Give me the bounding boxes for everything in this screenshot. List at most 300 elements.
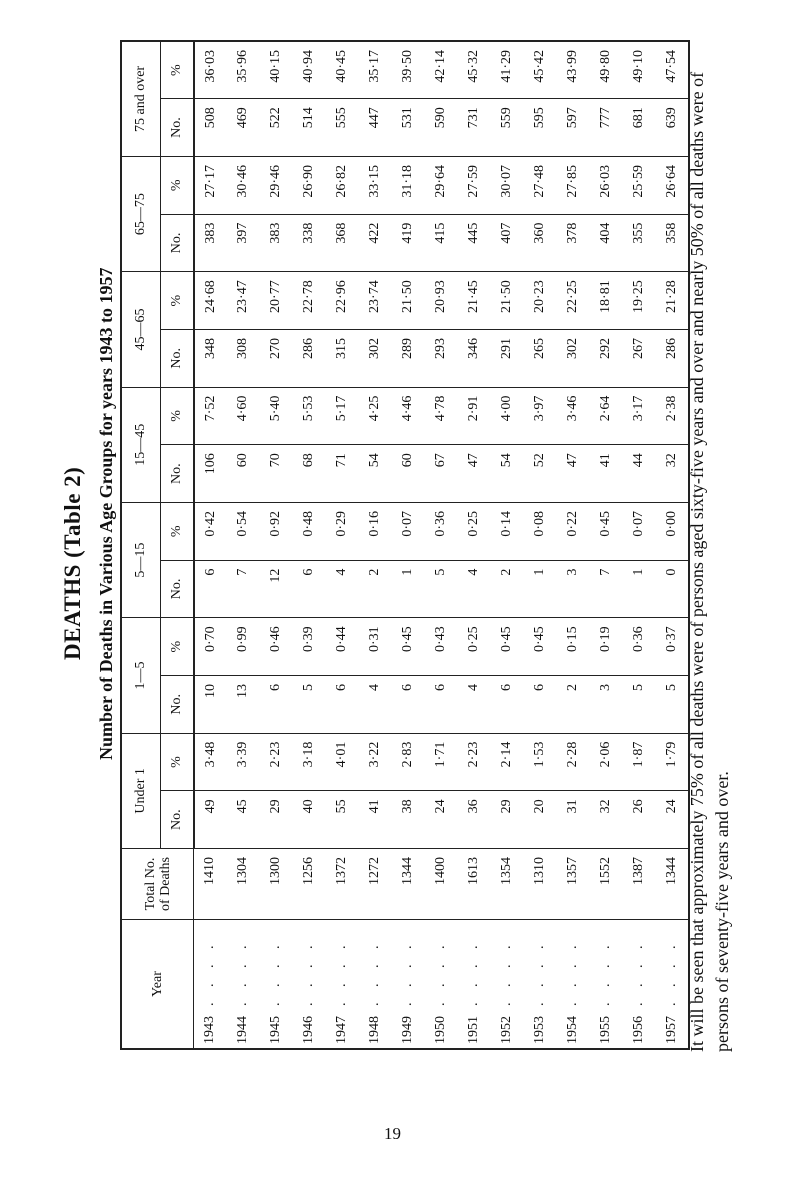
percent-cell: 2·23 — [458, 733, 491, 791]
year-cell — [623, 920, 656, 1050]
count-cell: 29 — [491, 791, 524, 849]
count-cell: 6 — [524, 675, 557, 733]
count-cell: 1 — [392, 560, 425, 618]
count-cell: 267 — [623, 329, 656, 387]
table-row — [293, 41, 326, 1049]
count-cell: 70 — [260, 445, 293, 503]
count-cell: 639 — [656, 99, 689, 157]
count-cell: 4 — [458, 560, 491, 618]
percent-cell: 26·64 — [656, 156, 689, 214]
page-subtitle: Number of Deaths in Various Age Groups for years 1943 to 1957 — [96, 267, 116, 760]
percent-cell: 19·25 — [623, 272, 656, 330]
percent-cell: 2·91 — [458, 387, 491, 445]
percent-cell: 40·94 — [293, 41, 326, 99]
year-cell — [557, 920, 590, 1050]
total-cell: 1372 — [326, 849, 359, 920]
percent-cell: 1·53 — [524, 733, 557, 791]
count-cell: 47 — [557, 445, 590, 503]
count-cell: 265 — [524, 329, 557, 387]
percent-cell: 21·28 — [656, 272, 689, 330]
count-cell: 60 — [392, 445, 425, 503]
leader-dots: . . . . — [367, 939, 382, 1006]
count-cell: 731 — [458, 99, 491, 157]
count-cell: 292 — [590, 329, 623, 387]
percent-cell: 21·45 — [458, 272, 491, 330]
pct-subheader: % — [161, 733, 194, 791]
leader-dots: . . . . — [663, 939, 679, 1006]
age-group-header: 5—15 — [121, 502, 161, 617]
year-value: 1951 — [466, 1016, 481, 1044]
count-cell: 445 — [458, 214, 491, 272]
percent-cell: 26·82 — [326, 156, 359, 214]
percent-cell: 4·46 — [392, 387, 425, 445]
percent-cell: 0·25 — [458, 502, 491, 560]
leader-dots: . . . . — [235, 939, 250, 1006]
percent-cell: 0·19 — [590, 618, 623, 676]
age-group-header: 75 and over — [121, 41, 161, 156]
total-cell: 1354 — [491, 849, 524, 920]
percent-cell: 0·42 — [194, 502, 227, 560]
percent-cell: 29·46 — [260, 156, 293, 214]
count-cell: 49 — [194, 791, 227, 849]
count-cell: 6 — [491, 675, 524, 733]
percent-cell: 0·07 — [392, 502, 425, 560]
percent-cell: 4·78 — [425, 387, 458, 445]
count-cell: 447 — [359, 99, 392, 157]
count-cell: 29 — [260, 791, 293, 849]
table-row — [590, 41, 623, 1049]
percent-cell: 20·23 — [524, 272, 557, 330]
no-subheader: No. — [161, 675, 194, 733]
percent-cell: 4·00 — [491, 387, 524, 445]
year-value: 1956 — [631, 1016, 646, 1044]
count-cell: 777 — [590, 99, 623, 157]
count-cell: 270 — [260, 329, 293, 387]
percent-cell: 35·96 — [227, 41, 260, 99]
count-cell: 26 — [623, 791, 656, 849]
year-cell — [590, 920, 623, 1050]
age-group-header: 65—75 — [121, 156, 161, 271]
leader-dots: . . . . — [499, 939, 514, 1006]
count-cell: 531 — [392, 99, 425, 157]
total-cell: 1304 — [227, 849, 260, 920]
leader-dots: . . . . — [565, 939, 580, 1006]
percent-cell: 0·37 — [656, 618, 689, 676]
count-cell: 555 — [326, 99, 359, 157]
count-cell: 6 — [194, 560, 227, 618]
percent-cell: 0·43 — [425, 618, 458, 676]
count-cell: 559 — [491, 99, 524, 157]
percent-cell: 3·46 — [557, 387, 590, 445]
count-cell: 60 — [227, 445, 260, 503]
percent-cell: 33·15 — [359, 156, 392, 214]
count-cell: 383 — [194, 214, 227, 272]
count-cell: 6 — [326, 675, 359, 733]
count-cell: 47 — [458, 445, 491, 503]
count-cell: 2 — [359, 560, 392, 618]
leader-dots: . . . . — [532, 939, 547, 1006]
total-cell: 1387 — [623, 849, 656, 920]
percent-cell: 4·01 — [326, 733, 359, 791]
total-cell: 1272 — [359, 849, 392, 920]
count-cell: 358 — [656, 214, 689, 272]
percent-cell: 2·28 — [557, 733, 590, 791]
count-cell: 68 — [293, 445, 326, 503]
percent-cell: 0·29 — [326, 502, 359, 560]
year-value: 1943 — [202, 1016, 218, 1044]
percent-cell: 2·14 — [491, 733, 524, 791]
year-cell — [359, 920, 392, 1050]
leader-dots: . . . . — [466, 939, 481, 1006]
year-cell — [293, 920, 326, 1050]
percent-cell: 0·45 — [491, 618, 524, 676]
percent-cell: 27·48 — [524, 156, 557, 214]
count-cell: 522 — [260, 99, 293, 157]
table-row — [491, 41, 524, 1049]
percent-cell: 0·15 — [557, 618, 590, 676]
count-cell: 383 — [260, 214, 293, 272]
year-value: 1946 — [301, 1016, 316, 1044]
table-row — [557, 41, 590, 1049]
percent-cell: 1·79 — [656, 733, 689, 791]
percent-cell: 35·17 — [359, 41, 392, 99]
pct-subheader: % — [161, 502, 194, 560]
year-value: 1947 — [334, 1016, 349, 1044]
percent-cell: 0·07 — [623, 502, 656, 560]
count-cell: 590 — [425, 99, 458, 157]
year-value: 1952 — [499, 1016, 514, 1044]
percent-cell: 0·22 — [557, 502, 590, 560]
count-cell: 348 — [194, 329, 227, 387]
count-cell: 595 — [524, 99, 557, 157]
total-cell: 1400 — [425, 849, 458, 920]
percent-cell: 3·39 — [227, 733, 260, 791]
year-cell — [491, 920, 524, 1050]
count-cell: 54 — [359, 445, 392, 503]
total-cell: 1344 — [392, 849, 425, 920]
percent-cell: 18·81 — [590, 272, 623, 330]
percent-cell: 30·46 — [227, 156, 260, 214]
percent-cell: 22·25 — [557, 272, 590, 330]
percent-cell: 0·70 — [194, 618, 227, 676]
count-cell: 597 — [557, 99, 590, 157]
age-group-header: 15—45 — [121, 387, 161, 502]
percent-cell: 0·14 — [491, 502, 524, 560]
count-cell: 0 — [656, 560, 689, 618]
leader-dots: . . . . — [268, 939, 283, 1006]
percent-cell: 45·42 — [524, 41, 557, 99]
count-cell: 32 — [656, 445, 689, 503]
leader-dots: . . . . — [433, 939, 448, 1006]
no-subheader: No. — [161, 445, 194, 503]
leader-dots: . . . . — [334, 939, 349, 1006]
count-cell: 7 — [227, 560, 260, 618]
count-cell: 286 — [293, 329, 326, 387]
count-cell: 20 — [524, 791, 557, 849]
total-cell: 1344 — [656, 849, 689, 920]
percent-cell: 27·17 — [194, 156, 227, 214]
table-row — [656, 41, 689, 1049]
count-cell: 40 — [293, 791, 326, 849]
count-cell: 13 — [227, 675, 260, 733]
percent-cell: 0·54 — [227, 502, 260, 560]
percent-cell: 26·90 — [293, 156, 326, 214]
table-row — [260, 41, 293, 1049]
percent-cell: 40·15 — [260, 41, 293, 99]
percent-cell: 20·93 — [425, 272, 458, 330]
year-header: Year — [121, 920, 194, 1050]
percent-cell: 0·36 — [425, 502, 458, 560]
percent-cell: 2·06 — [590, 733, 623, 791]
leader-dots: . . . . — [301, 939, 316, 1006]
count-cell: 36 — [458, 791, 491, 849]
count-cell: 338 — [293, 214, 326, 272]
count-cell: 4 — [458, 675, 491, 733]
percent-cell: 1·87 — [623, 733, 656, 791]
year-value: 1954 — [565, 1016, 580, 1044]
footnote-line-1: It will be seen that approximately 75% of all deaths were of persons aged sixty-five years and over and nearly 50% of all deaths were of — [687, 71, 707, 1052]
percent-cell: 2·83 — [392, 733, 425, 791]
percent-cell: 24·68 — [194, 272, 227, 330]
percent-cell: 27·59 — [458, 156, 491, 214]
percent-cell: 0·46 — [260, 618, 293, 676]
count-cell: 355 — [623, 214, 656, 272]
percent-cell: 45·32 — [458, 41, 491, 99]
year-value: 1948 — [367, 1016, 382, 1044]
count-cell: 302 — [359, 329, 392, 387]
percent-cell: 3·97 — [524, 387, 557, 445]
count-cell: 378 — [557, 214, 590, 272]
percent-cell: 0·92 — [260, 502, 293, 560]
percent-cell: 5·17 — [326, 387, 359, 445]
percent-cell: 27·85 — [557, 156, 590, 214]
table-header-group-row — [121, 41, 161, 1049]
count-cell: 397 — [227, 214, 260, 272]
count-cell: 5 — [656, 675, 689, 733]
count-cell: 289 — [392, 329, 425, 387]
percent-cell: 0·25 — [458, 618, 491, 676]
total-cell: 1613 — [458, 849, 491, 920]
leader-dots: . . . . — [598, 939, 613, 1006]
count-cell: 4 — [359, 675, 392, 733]
page-title: DEATHS (Table 2) — [60, 466, 85, 660]
percent-cell: 0·48 — [293, 502, 326, 560]
percent-cell: 23·74 — [359, 272, 392, 330]
pct-subheader: % — [161, 272, 194, 330]
total-cell: 1310 — [524, 849, 557, 920]
count-cell: 55 — [326, 791, 359, 849]
percent-cell: 2·38 — [656, 387, 689, 445]
count-cell: 681 — [623, 99, 656, 157]
total-cell: 1256 — [293, 849, 326, 920]
table-row — [458, 41, 491, 1049]
leader-dots: . . . . — [631, 939, 646, 1006]
count-cell: 1 — [623, 560, 656, 618]
percent-cell: 0·36 — [623, 618, 656, 676]
percent-cell: 47·54 — [656, 41, 689, 99]
count-cell: 24 — [656, 791, 689, 849]
year-value: 1953 — [532, 1016, 547, 1044]
percent-cell: 21·50 — [491, 272, 524, 330]
pct-subheader: % — [161, 41, 194, 99]
count-cell: 404 — [590, 214, 623, 272]
percent-cell: 29·64 — [425, 156, 458, 214]
total-cell: 1300 — [260, 849, 293, 920]
count-cell: 41 — [359, 791, 392, 849]
year-cell — [458, 920, 491, 1050]
percent-cell: 2·23 — [260, 733, 293, 791]
no-subheader: No. — [161, 99, 194, 157]
count-cell: 32 — [590, 791, 623, 849]
percent-cell: 25·59 — [623, 156, 656, 214]
table-body — [194, 41, 689, 1049]
count-cell: 71 — [326, 445, 359, 503]
count-cell: 308 — [227, 329, 260, 387]
percent-cell: 26·03 — [590, 156, 623, 214]
percent-cell: 5·53 — [293, 387, 326, 445]
no-subheader: No. — [161, 791, 194, 849]
count-cell: 38 — [392, 791, 425, 849]
count-cell: 4 — [326, 560, 359, 618]
count-cell: 5 — [425, 560, 458, 618]
percent-cell: 36·03 — [194, 41, 227, 99]
percent-cell: 22·96 — [326, 272, 359, 330]
age-group-header: 1—5 — [121, 618, 161, 733]
count-cell: 54 — [491, 445, 524, 503]
count-cell: 12 — [260, 560, 293, 618]
percent-cell: 49·80 — [590, 41, 623, 99]
percent-cell: 3·22 — [359, 733, 392, 791]
deaths-table — [120, 40, 690, 1050]
percent-cell: 0·08 — [524, 502, 557, 560]
pct-subheader: % — [161, 156, 194, 214]
percent-cell: 5·40 — [260, 387, 293, 445]
count-cell: 415 — [425, 214, 458, 272]
percent-cell: 0·39 — [293, 618, 326, 676]
count-cell: 24 — [425, 791, 458, 849]
count-cell: 67 — [425, 445, 458, 503]
percent-cell: 0·44 — [326, 618, 359, 676]
year-cell — [656, 920, 689, 1050]
percent-cell: 0·45 — [392, 618, 425, 676]
table-row — [524, 41, 557, 1049]
percent-cell: 0·31 — [359, 618, 392, 676]
count-cell: 407 — [491, 214, 524, 272]
percent-cell: 0·99 — [227, 618, 260, 676]
count-cell: 2 — [491, 560, 524, 618]
pct-subheader: % — [161, 387, 194, 445]
total-cell: 1357 — [557, 849, 590, 920]
count-cell: 360 — [524, 214, 557, 272]
percent-cell: 0·45 — [524, 618, 557, 676]
percent-cell: 30·07 — [491, 156, 524, 214]
table-row — [194, 41, 227, 1049]
count-cell: 302 — [557, 329, 590, 387]
count-cell: 31 — [557, 791, 590, 849]
page-number: 19 — [384, 1124, 401, 1143]
no-subheader: No. — [161, 329, 194, 387]
age-group-header: 45—65 — [121, 272, 161, 387]
percent-cell: 3·17 — [623, 387, 656, 445]
table-row — [425, 41, 458, 1049]
year-value: 1957 — [663, 1016, 679, 1044]
percent-cell: 41·29 — [491, 41, 524, 99]
leader-dots: . . . . — [202, 939, 218, 1006]
count-cell: 422 — [359, 214, 392, 272]
count-cell: 286 — [656, 329, 689, 387]
table-row — [227, 41, 260, 1049]
percent-cell: 22·78 — [293, 272, 326, 330]
count-cell: 44 — [623, 445, 656, 503]
count-cell: 5 — [623, 675, 656, 733]
count-cell: 6 — [293, 560, 326, 618]
year-value: 1950 — [433, 1016, 448, 1044]
total-cell: 1552 — [590, 849, 623, 920]
year-cell — [326, 920, 359, 1050]
table-row — [392, 41, 425, 1049]
year-cell — [524, 920, 557, 1050]
count-cell: 508 — [194, 99, 227, 157]
table-row — [359, 41, 392, 1049]
count-cell: 6 — [260, 675, 293, 733]
year-value: 1944 — [235, 1016, 250, 1044]
percent-cell: 31·18 — [392, 156, 425, 214]
count-cell: 3 — [590, 675, 623, 733]
total-cell: 1410 — [194, 849, 227, 920]
percent-cell: 4·25 — [359, 387, 392, 445]
count-cell: 45 — [227, 791, 260, 849]
count-cell: 52 — [524, 445, 557, 503]
percent-cell: 0·00 — [656, 502, 689, 560]
count-cell: 7 — [590, 560, 623, 618]
count-cell: 469 — [227, 99, 260, 157]
year-cell — [260, 920, 293, 1050]
percent-cell: 42·14 — [425, 41, 458, 99]
count-cell: 2 — [557, 675, 590, 733]
count-cell: 5 — [293, 675, 326, 733]
percent-cell: 4·60 — [227, 387, 260, 445]
count-cell: 293 — [425, 329, 458, 387]
table-row — [623, 41, 656, 1049]
percent-cell: 20·77 — [260, 272, 293, 330]
count-cell: 106 — [194, 445, 227, 503]
table-row — [326, 41, 359, 1049]
year-cell — [425, 920, 458, 1050]
year-value: 1955 — [598, 1016, 613, 1044]
leader-dots: . . . . — [400, 939, 415, 1006]
count-cell: 10 — [194, 675, 227, 733]
count-cell: 346 — [458, 329, 491, 387]
percent-cell: 3·18 — [293, 733, 326, 791]
percent-cell: 40·45 — [326, 41, 359, 99]
pct-subheader: % — [161, 618, 194, 676]
percent-cell: 23·47 — [227, 272, 260, 330]
count-cell: 368 — [326, 214, 359, 272]
no-subheader: No. — [161, 560, 194, 618]
percent-cell: 0·45 — [590, 502, 623, 560]
percent-cell: 3·48 — [194, 733, 227, 791]
deaths-table-rotated — [120, 40, 679, 1050]
count-cell: 6 — [425, 675, 458, 733]
age-group-header: Under 1 — [121, 733, 161, 848]
year-value: 1945 — [268, 1016, 283, 1044]
percent-cell: 43·99 — [557, 41, 590, 99]
count-cell: 514 — [293, 99, 326, 157]
percent-cell: 7·52 — [194, 387, 227, 445]
count-cell: 419 — [392, 214, 425, 272]
year-cell — [392, 920, 425, 1050]
percent-cell: 2·64 — [590, 387, 623, 445]
